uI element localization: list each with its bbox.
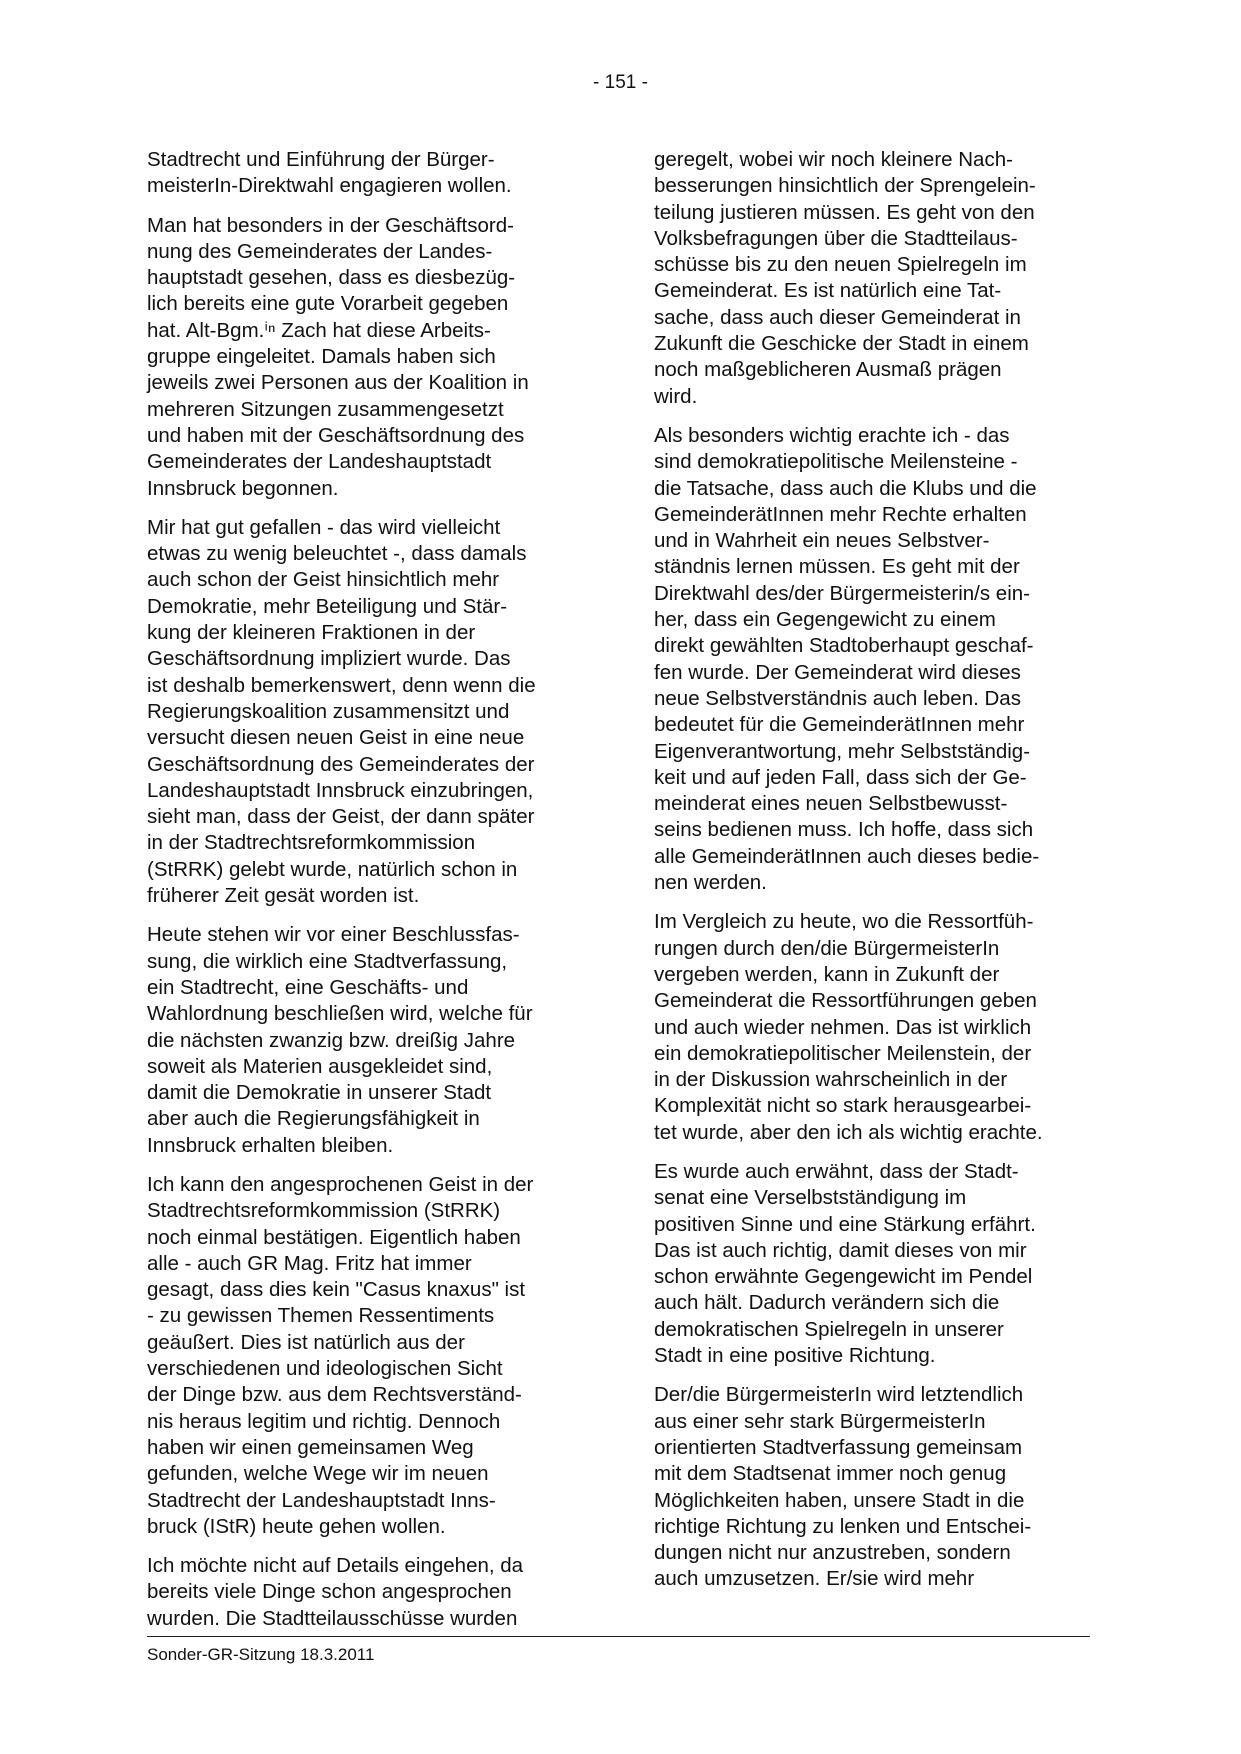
paragraph: Stadtrecht und Einführung der Bürger- meisterIn-Direktwahl engagieren wollen. xyxy=(147,148,512,198)
paragraph: Es wurde auch erwähnt, dass der Stadt- senat eine Verselbstständigung im positiven Sinne und eine Stärkung erfährt. Das ist auch richtig, damit dieses von mir schon erwähnte Gegengewicht im Pendel auch hält. Dadurch verändern sich die demokratischen Spielregeln in unserer Stadt in eine positive Richtung. xyxy=(654,1159,1036,1368)
footer-divider xyxy=(147,1636,1090,1637)
paragraph: Der/die BürgermeisterIn wird letztendlich aus einer sehr stark BürgermeisterIn orientierten Stadtverfassung gemeinsam mit dem Stadtsenat immer noch genug Möglichkeiten haben, unsere Stadt in die richtige Richtung zu lenken und Entschei- dungen nicht nur anzustreben, sondern auch umzusetzen. Er/sie wird mehr xyxy=(654,1383,1032,1591)
paragraph: Man hat besonders in der Geschäftsord- nung des Gemeinderates der Landes- hauptstadt gesehen, dass es diesbezüg- lich bereits eine gute Vorarbeit gegeben hat. Alt-Bgm.ⁱⁿ Zach hat diese Arbeits- gruppe eingeleitet. Damals haben sich jeweils zwei Personen aus der Koalition in mehreren Sitzungen zusammengesetzt und haben mit der Geschäftsordnung des Gemeinderates der Landeshauptstadt Innsbruck begonnen. xyxy=(147,213,529,500)
page-number: - 151 - xyxy=(593,72,648,93)
paragraph: Heute stehen wir vor einer Beschlussfas- sung, die wirklich eine Stadtverfassung, ein Stadtrecht, eine Geschäfts- und Wahlordnung beschließen wird, welche für die nächsten zwanzig bzw. dreißig Jahre soweit als Materien ausgekleidet sind, damit die Demokratie in unserer Stadt aber auch die Regierungsfähigkeit in Innsbruck erhalten bleiben. xyxy=(147,923,533,1157)
paragraph: Mir hat gut gefallen - das wird vielleicht etwas zu wenig beleuchtet -, dass damals auch schon der Geist hinsichtlich mehr Demokratie, mehr Beteiligung und Stär- kung der kleineren Fraktionen in der Geschäftsordnung impliziert wurde. Das ist deshalb bemerkenswert, denn wenn die Regierungskoalition zusammensitzt und versucht diesen neuen Geist in eine neue Geschäftsordnung des Gemeinderates der Landeshauptstadt Innsbruck einzubringen, sieht man, dass der Geist, der dann später in der Stadtrechtsreformkommission (StRRK) gelebt wurde, natürlich schon in früherer Zeit gesät worden ist. xyxy=(147,515,536,908)
paragraph: Im Vergleich zu heute, wo die Ressortfüh- rungen durch den/die BürgermeisterIn vergeben werden, kann in Zukunft der Gemeinderat die Ressortführungen geben und auch wieder nehmen. Das ist wirklich ein demokratiepolitischer Meilenstein, der in der Diskussion wahrscheinlich in der Komplexität nicht so stark herausgearbei- tet wurde, aber den ich als wichtig erachte. xyxy=(654,910,1043,1144)
paragraph: Ich möchte nicht auf Details eingehen, da bereits viele Dinge schon angesprochen wurden. Die Stadtteilausschüsse wurden xyxy=(147,1554,524,1630)
left-column xyxy=(147,147,587,1645)
paragraph: geregelt, wobei wir noch kleinere Nach- besserungen hinsichtlich der Sprengelein- teilung justieren müssen. Es geht von den Volksbefragungen über die Stadtteilaus- schüsse bis zu den neuen Spielregeln im Gemeinderat. Es ist natürlich eine Tat- sache, dass auch dieser Gemeinderat in Zukunft die Geschicke der Stadt in einem noch maßgeblicheren Ausmaß prägen wird. xyxy=(654,148,1036,408)
paragraph: Als besonders wichtig erachte ich - das sind demokratiepolitische Meilensteine - die Tatsache, dass auch die Klubs und die GemeinderätInnen mehr Rechte erhalten und in Wahrheit ein neues Selbstver- ständnis lernen müssen. Es geht mit der Direktwahl des/der Bürgermeisterin/s ein- her, dass ein Gegengewicht zu einem direkt gewählten Stadtoberhaupt geschaf- fen wurde. Der Gemeinderat wird dieses neue Selbstverständnis auch leben. Das bedeutet für die GemeinderätInnen mehr Eigenverantwortung, mehr Selbstständig- keit und auf jeden Fall, dass sich der Ge- meinderat eines neuen Selbstbewusst- seins bedienen muss. Ich hoffe, dass sich alle GemeinderätInnen auch dieses bedie- nen werden. xyxy=(654,423,1040,895)
paragraph: Ich kann den angesprochenen Geist in der Stadtrechtsreformkommission (StRRK) noch einmal bestätigen. Eigentlich haben alle - auch GR Mag. Fritz hat immer gesagt, dass dies kein "Casus knaxus" ist - zu gewissen Themen Ressentiments geäußert. Dies ist natürlich aus der verschiedenen und ideologischen Sicht der Dinge bzw. aus dem Rechtsverständ- nis heraus legitim und richtig. Dennoch haben wir einen gemeinsamen Weg gefunden, welche Wege wir im neuen Stadtrecht der Landeshauptstadt Inns- bruck (IStR) heute gehen wollen. xyxy=(147,1172,534,1538)
right-column xyxy=(654,147,1099,1606)
footer-text: Sonder-GR-Sitzung 18.3.2011 xyxy=(147,1645,375,1664)
